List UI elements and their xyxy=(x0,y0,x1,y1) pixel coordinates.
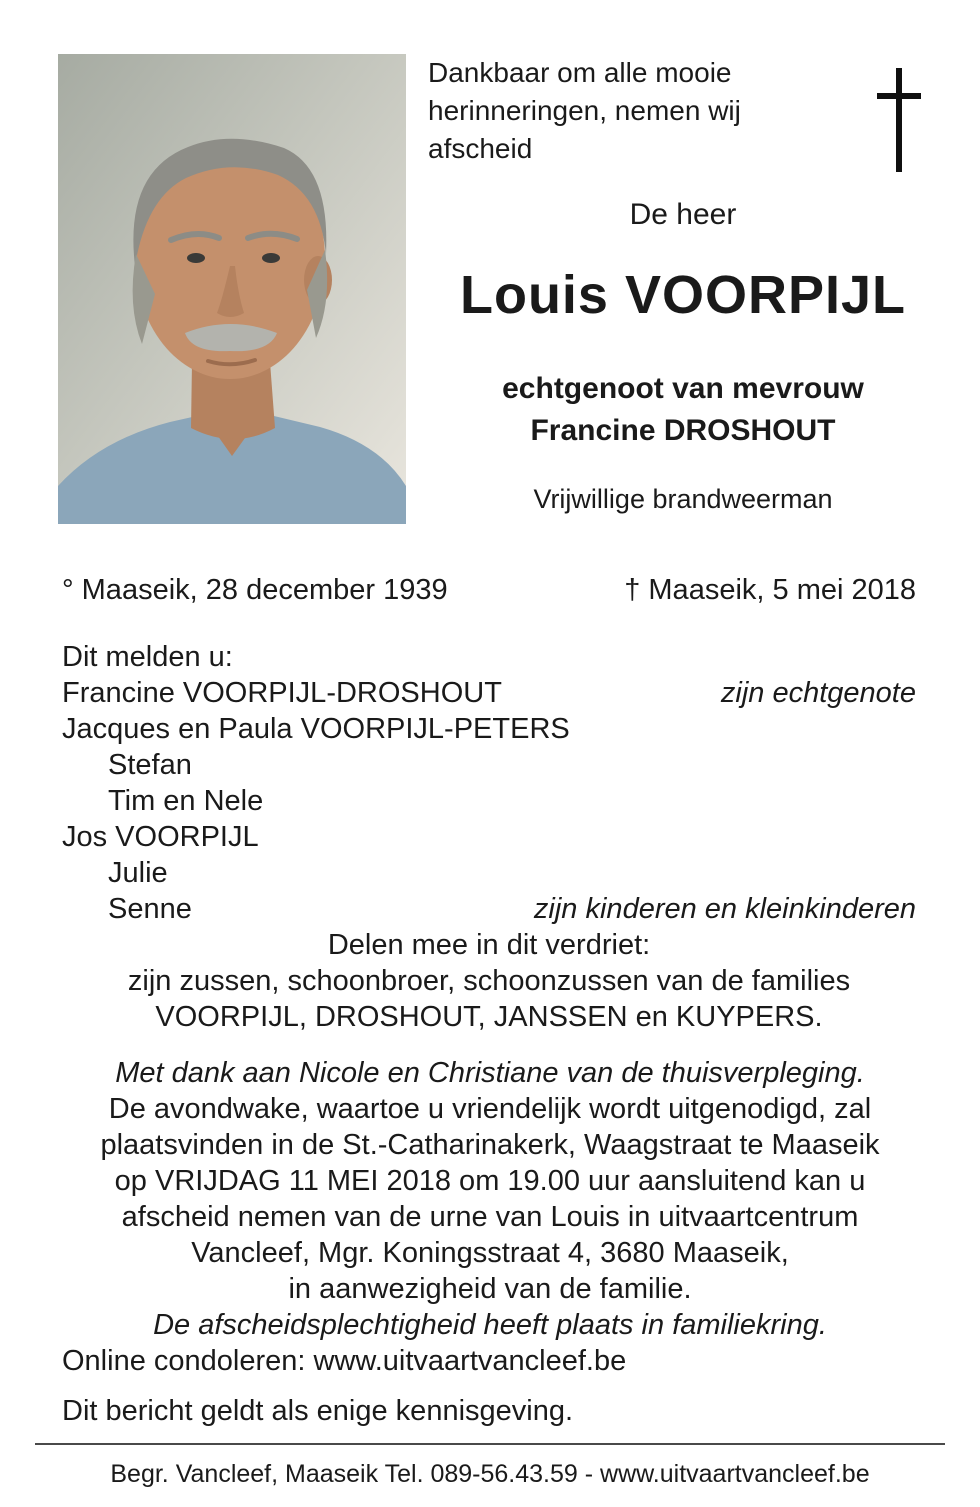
family-member-row xyxy=(62,783,916,819)
intro-row xyxy=(428,54,938,172)
family-section xyxy=(62,639,916,1035)
wake-line: in aanwezigheid van de familie. xyxy=(288,1273,692,1305)
family-heading: Dit melden u: xyxy=(62,641,233,673)
intro-line: afscheid xyxy=(428,133,533,164)
family-member-name: Stefan xyxy=(108,749,192,781)
family-member-name: Senne xyxy=(108,893,192,925)
spouse-name: Francine DROSHOUT xyxy=(530,414,836,447)
salutation: De heer xyxy=(629,198,737,231)
thanks-line: Met dank aan Nicole en Christiane van de thuisverpleging. xyxy=(115,1057,865,1089)
birth-date: ° Maaseik, 28 december 1939 xyxy=(62,574,448,606)
family-member-row xyxy=(62,855,916,891)
family-member-name: Jacques en Paula VOORPIJL-PETERS xyxy=(62,713,570,745)
family-member-relation: zijn kinderen en kleinkinderen xyxy=(533,893,916,925)
deceased-role: Vrijwillige brandweerman xyxy=(533,484,833,514)
family-member-row xyxy=(62,675,916,711)
notice-line: Dit bericht geldt als enige kennisgeving. xyxy=(62,1395,574,1427)
grief-heading: Delen mee in dit verdriet: xyxy=(327,929,651,961)
family-member-name: Francine VOORPIJL-DROSHOUT xyxy=(62,677,502,709)
family-member-row xyxy=(62,891,916,927)
wake-line: afscheid nemen van de urne van Louis in uitvaartcentrum xyxy=(121,1201,859,1233)
family-member-row xyxy=(62,711,916,747)
wake-line: plaatsvinden in de St.-Catharinakerk, Waagstraat te Maaseik xyxy=(100,1129,880,1161)
family-member-row xyxy=(62,819,916,855)
ceremony-line: De afscheidsplechtigheid heeft plaats in familiekring. xyxy=(153,1309,827,1341)
service-section xyxy=(40,1055,940,1379)
intro-line: Dankbaar om alle mooie xyxy=(428,57,732,88)
family-member-row xyxy=(62,747,916,783)
wake-line: op VRIJDAG 11 MEI 2018 om 19.00 uur aansluitend kan u xyxy=(114,1165,866,1197)
online-condolence-line: Online condoleren: www.uitvaartvancleef.be xyxy=(62,1345,627,1377)
intro-line: herinneringen, nemen wij xyxy=(428,95,741,126)
dates-row xyxy=(62,574,916,607)
deceased-name: Louis VOORPIJL xyxy=(459,265,907,325)
grief-line: zijn zussen, schoonbroer, schoonzussen van de families xyxy=(127,965,851,997)
spouse-line: echtgenoot van mevrouw xyxy=(502,372,864,405)
intro-text xyxy=(428,54,741,168)
death-date: † Maaseik, 5 mei 2018 xyxy=(624,574,916,606)
family-member-relation: zijn echtgenote xyxy=(720,677,916,709)
portrait-photo xyxy=(58,54,406,524)
wake-line: De avondwake, waartoe u vriendelijk wordt uitgenodigd, zal xyxy=(108,1093,872,1125)
family-member-name: Julie xyxy=(108,857,168,889)
cross-icon xyxy=(870,68,928,172)
header-column xyxy=(428,54,938,524)
family-member-name: Jos VOORPIJL xyxy=(62,821,259,853)
family-member-name: Tim en Nele xyxy=(108,785,264,817)
footer-divider xyxy=(35,1443,945,1445)
grief-line: VOORPIJL, DROSHOUT, JANSSEN en KUYPERS. xyxy=(155,1001,823,1033)
spouse-block xyxy=(428,368,938,452)
wake-line: Vancleef, Mgr. Koningsstraat 4, 3680 Maaseik, xyxy=(191,1237,789,1269)
top-section xyxy=(0,0,980,524)
footer-funeral-home: Begr. Vancleef, Maaseik Tel. 089-56.43.59 - www.uitvaartvancleef.be xyxy=(110,1460,870,1488)
